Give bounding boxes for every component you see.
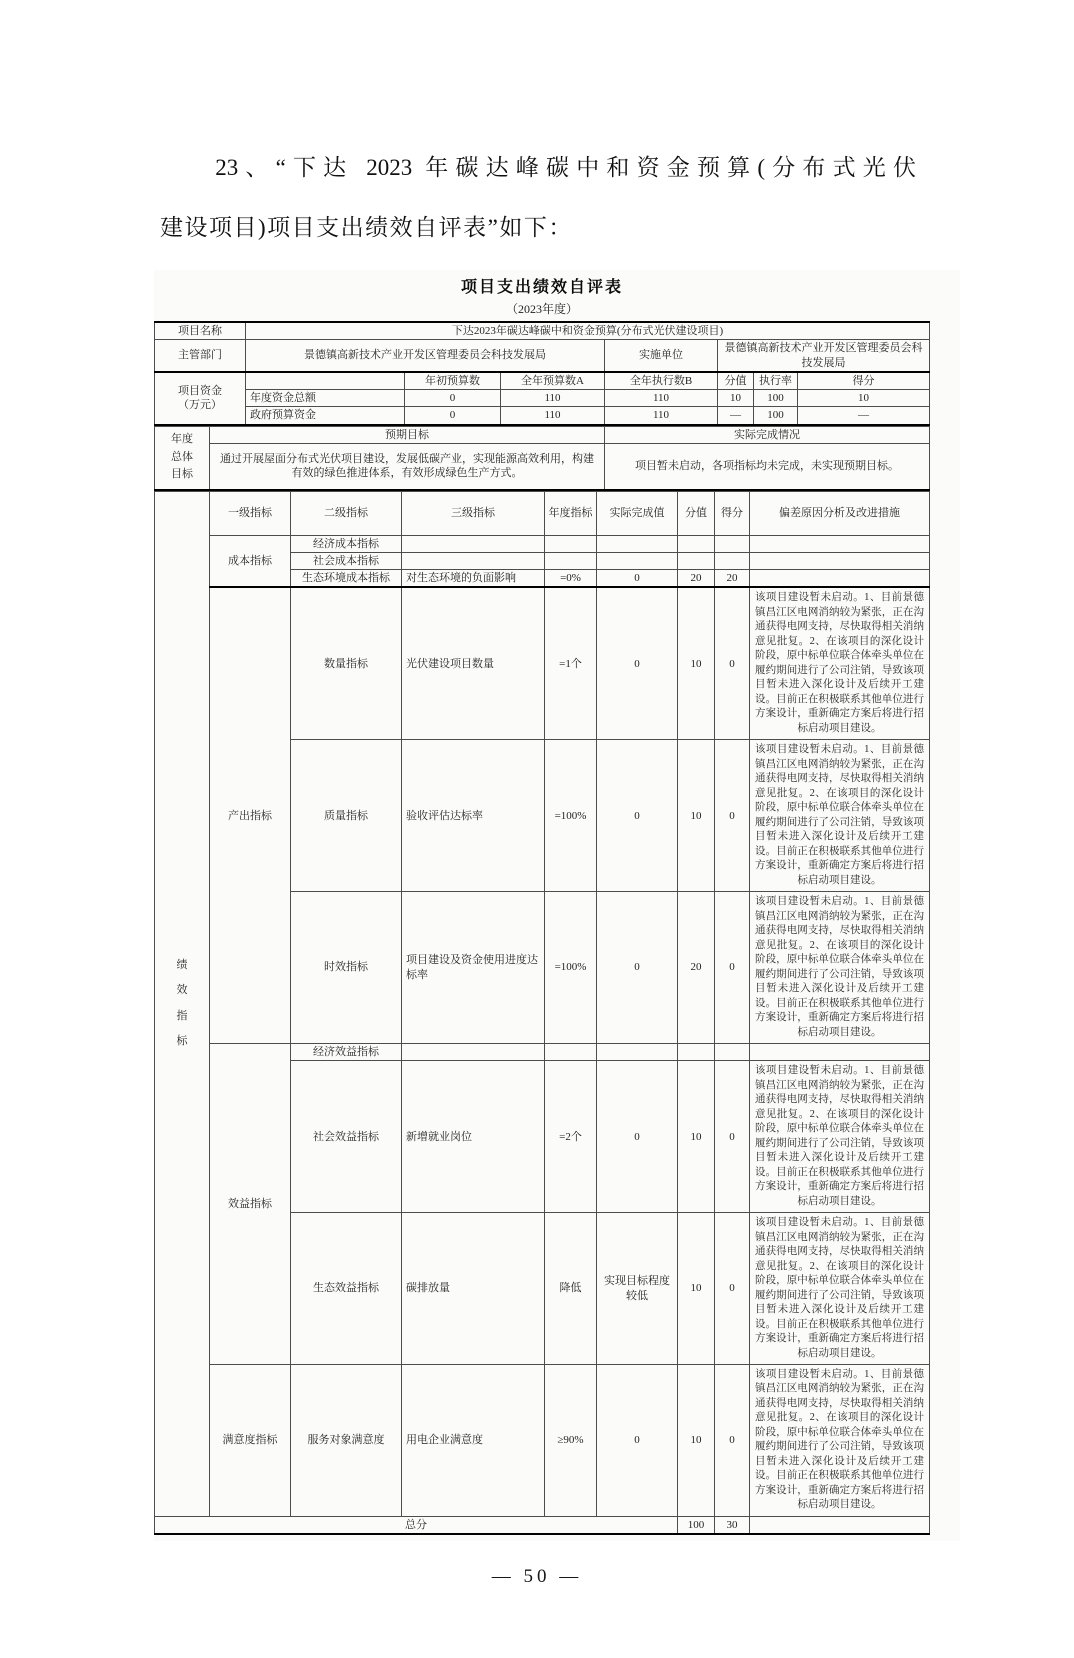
l3-cell: 新增就业岗位: [402, 1061, 545, 1213]
table-row: [155, 322, 930, 340]
group-cost-label: 成本指标: [210, 535, 291, 587]
actual-completion-header: 实际完成情况: [605, 426, 930, 443]
col-header-score: 得分: [715, 491, 750, 535]
expected-goal-header: 预期目标: [210, 426, 605, 443]
annual-goal-label-text: 年度总体目标: [171, 433, 193, 481]
col-header-actual: 实际完成值: [597, 491, 678, 535]
l3-cell: [402, 1044, 545, 1061]
funds-label: [155, 372, 246, 425]
actual-cell: [597, 535, 678, 552]
target-cell: [545, 552, 597, 569]
target-cell: 降低: [545, 1213, 597, 1365]
funds-col-initial: 年初预算数: [405, 372, 501, 390]
fund-score: —: [798, 407, 930, 425]
total-score: 30: [715, 1516, 750, 1534]
l2-cell: 社会效益指标: [291, 1061, 402, 1213]
fund-initial: 0: [405, 390, 501, 407]
funds-col-score-max: 分值: [718, 372, 754, 390]
col-header-l2: 二级指标: [291, 491, 402, 535]
actual-cell: [597, 1044, 678, 1061]
l2-cell: 经济效益指标: [291, 1044, 402, 1061]
heading-line-1: 23、“下达 2023 年碳达峰碳中和资金预算(分布式光伏: [215, 155, 916, 180]
l2-cell: 经济成本指标: [291, 535, 402, 552]
col-header-l1: 一级指标: [210, 491, 291, 535]
actual-cell: 0: [597, 1061, 678, 1213]
l2-cell: 时效指标: [291, 892, 402, 1044]
actual-completion-text: 项目暂未启动，各项指标均未完成，未实现预期目标。: [605, 444, 930, 490]
page-heading: [160, 138, 916, 258]
fund-initial: 0: [405, 407, 501, 425]
total-label: 总分: [155, 1516, 678, 1534]
table-title: 项目支出绩效自评表: [460, 279, 623, 296]
fund-score: 10: [798, 390, 930, 407]
group-satisfaction-label: 满意度指标: [210, 1364, 291, 1516]
score-max-cell: [678, 535, 715, 552]
annual-goal-table: [154, 426, 930, 491]
score-max-cell: 20: [678, 892, 715, 1044]
group-benefit-label: 效益指标: [210, 1044, 291, 1365]
col-header-deviation: 偏差原因分析及改进措施: [750, 491, 930, 535]
target-cell: ≥90%: [545, 1364, 597, 1516]
indicator-row: [155, 1044, 930, 1061]
indicator-row: [155, 587, 930, 739]
funds-col-rate: 执行率: [754, 372, 798, 390]
target-cell: =100%: [545, 892, 597, 1044]
col-header-score-max: 分值: [678, 491, 715, 535]
funds-col-score: 得分: [798, 372, 930, 390]
l3-cell: [402, 552, 545, 569]
target-cell: =100%: [545, 740, 597, 892]
evaluation-table-block: [154, 270, 960, 1541]
score-cell: [715, 552, 750, 569]
score-cell: 0: [715, 740, 750, 892]
project-name-label: 项目名称: [155, 322, 246, 340]
remediation-cell: 该项目建设暂未启动。1、目前景德镇昌江区电网消纳较为紧张，正在沟通获得电网支持，尽快取得相关消纳意见批复。2、在该项目的深化设计阶段，原中标单位联合体牵头单位在履约期间进行了公司注销，导致该项目暂未进入深化设计及后续开工建设。目前正在积极联系其他单位进行方案设计，重新确定方案后将进行招标启动项目建设。: [750, 740, 930, 892]
indicators-table: [154, 491, 930, 1536]
l2-cell: 质量指标: [291, 740, 402, 892]
fund-budget: 110: [501, 390, 605, 407]
actual-cell: 0: [597, 1364, 678, 1516]
info-funds-table: [154, 321, 930, 426]
remediation-cell: 该项目建设暂未启动。1、目前景德镇昌江区电网消纳较为紧张，正在沟通获得电网支持，尽快取得相关消纳意见批复。2、在该项目的深化设计阶段，原中标单位联合体牵头单位在履约期间进行了公司注销，导致该项目暂未进入深化设计及后续开工建设。目前正在积极联系其他单位进行方案设计，重新确定方案后将进行招标启动项目建设。: [750, 587, 930, 739]
fund-executed: 110: [605, 407, 718, 425]
remediation-cell: [750, 535, 930, 552]
score-cell: 0: [715, 1364, 750, 1516]
score-cell: 0: [715, 892, 750, 1044]
funds-row-total: [155, 390, 930, 407]
fund-score-max: —: [718, 407, 754, 425]
total-remediation-empty: [750, 1516, 930, 1534]
l3-cell: 碳排放量: [402, 1213, 545, 1365]
score-cell: 0: [715, 587, 750, 739]
target-cell: =0%: [545, 570, 597, 588]
fund-rate: 100: [754, 407, 798, 425]
score-max-cell: 10: [678, 587, 715, 739]
actual-cell: 0: [597, 570, 678, 588]
table-row: [155, 340, 930, 372]
page-number: — 50 —: [491, 1566, 583, 1587]
fund-rate: 100: [754, 390, 798, 407]
score-max-cell: [678, 1044, 715, 1061]
score-max-cell: 10: [678, 1061, 715, 1213]
impl-unit-label: 实施单位: [605, 340, 718, 372]
actual-cell: 0: [597, 892, 678, 1044]
score-cell: 0: [715, 1213, 750, 1365]
fund-executed: 110: [605, 390, 718, 407]
actual-cell: 0: [597, 740, 678, 892]
l3-cell: 光伏建设项目数量: [402, 587, 545, 739]
annual-goal-label: [155, 426, 210, 489]
score-max-cell: 10: [678, 1213, 715, 1365]
dept-value: 景德镇高新技术产业开发区管理委员会科技发展局: [246, 340, 605, 372]
l3-cell: 对生态环境的负面影响: [402, 570, 545, 588]
col-header-target: 年度指标: [545, 491, 597, 535]
target-cell: [545, 535, 597, 552]
funds-label-line1: 项目资金: [178, 385, 222, 398]
score-max-cell: 20: [678, 570, 715, 588]
score-max-cell: [678, 552, 715, 569]
dept-label: 主管部门: [155, 340, 246, 372]
project-name-value: 下达2023年碳达峰碳中和资金预算(分布式光伏建设项目): [246, 322, 930, 340]
expected-goal-text: 通过开展屋面分布式光伏项目建设，发展低碳产业，实现能源高效利用，构建有效的绿色推进体系，有效形成绿色生产方式。: [210, 444, 605, 490]
funds-col-budget: 全年预算数A: [501, 372, 605, 390]
impl-unit-value: 景德镇高新技术产业开发区管理委员会科技发展局: [718, 340, 930, 372]
l3-cell: 项目建设及资金使用进度达标率: [402, 892, 545, 1044]
remediation-cell: 该项目建设暂未启动。1、目前景德镇昌江区电网消纳较为紧张，正在沟通获得电网支持，尽快取得相关消纳意见批复。2、在该项目的深化设计阶段，原中标单位联合体牵头单位在履约期间进行了公司注销，导致该项目暂未进入深化设计及后续开工建设。目前正在积极联系其他单位进行方案设计，重新确定方案后将进行招标启动项目建设。: [750, 1364, 930, 1516]
fund-score-max: 10: [718, 390, 754, 407]
l3-cell: [402, 535, 545, 552]
total-score-max: 100: [678, 1516, 715, 1534]
score-cell: 0: [715, 1061, 750, 1213]
score-cell: 20: [715, 570, 750, 588]
goal-header-row: [155, 426, 930, 443]
funds-label-line2: （万元）: [178, 399, 222, 412]
table-subtitle: （2023年度）: [505, 302, 578, 316]
l2-cell: 服务对象满意度: [291, 1364, 402, 1516]
actual-cell: 0: [597, 587, 678, 739]
remediation-cell: [750, 570, 930, 588]
l2-cell: 社会成本指标: [291, 552, 402, 569]
remediation-cell: [750, 552, 930, 569]
target-cell: =2个: [545, 1061, 597, 1213]
indicator-header-row: [155, 491, 930, 535]
goal-content-row: [155, 444, 930, 490]
fund-row-name: 政府预算资金: [246, 407, 405, 425]
l3-cell: 验收评估达标率: [402, 740, 545, 892]
funds-header-row: [155, 372, 930, 390]
target-cell: =1个: [545, 587, 597, 739]
l3-cell: 用电企业满意度: [402, 1364, 545, 1516]
score-cell: [715, 535, 750, 552]
remediation-cell: 该项目建设暂未启动。1、目前景德镇昌江区电网消纳较为紧张，正在沟通获得电网支持，尽快取得相关消纳意见批复。2、在该项目的深化设计阶段，原中标单位联合体牵头单位在履约期间进行了公司注销，导致该项目暂未进入深化设计及后续开工建设。目前正在积极联系其他单位进行方案设计，重新确定方案后将进行招标启动项目建设。: [750, 1061, 930, 1213]
indicator-row: [155, 535, 930, 552]
funds-empty-header: [246, 372, 405, 390]
remediation-cell: 该项目建设暂未启动。1、目前景德镇昌江区电网消纳较为紧张，正在沟通获得电网支持，尽快取得相关消纳意见批复。2、在该项目的深化设计阶段，原中标单位联合体牵头单位在履约期间进行了公司注销，导致该项目暂未进入深化设计及后续开工建设。目前正在积极联系其他单位进行方案设计，重新确定方案后将进行招标启动项目建设。: [750, 892, 930, 1044]
score-cell: [715, 1044, 750, 1061]
actual-cell: [597, 552, 678, 569]
performance-indicator-side-label: [155, 491, 210, 1516]
target-cell: [545, 1044, 597, 1061]
score-max-cell: 10: [678, 740, 715, 892]
heading-line-2: 建设项目)项目支出绩效自评表”如下：: [160, 215, 573, 240]
fund-row-name: 年度资金总额: [246, 390, 405, 407]
col-header-l3: 三级指标: [402, 491, 545, 535]
actual-cell: 实现目标程度较低: [597, 1213, 678, 1365]
indicator-row: [155, 1364, 930, 1516]
l2-cell: 生态效益指标: [291, 1213, 402, 1365]
l2-cell: 数量指标: [291, 587, 402, 739]
total-row: [155, 1516, 930, 1534]
group-output-label: 产出指标: [210, 587, 291, 1043]
score-max-cell: 10: [678, 1364, 715, 1516]
fund-budget: 110: [501, 407, 605, 425]
l2-cell: 生态环境成本指标: [291, 570, 402, 588]
remediation-cell: 该项目建设暂未启动。1、目前景德镇昌江区电网消纳较为紧张，正在沟通获得电网支持，尽快取得相关消纳意见批复。2、在该项目的深化设计阶段，原中标单位联合体牵头单位在履约期间进行了公司注销，导致该项目暂未进入深化设计及后续开工建设。目前正在积极联系其他单位进行方案设计，重新确定方案后将进行招标启动项目建设。: [750, 1213, 930, 1365]
remediation-cell: [750, 1044, 930, 1061]
funds-row-gov: [155, 407, 930, 425]
performance-indicator-side-text: 绩效指标: [176, 959, 188, 1047]
funds-col-executed: 全年执行数B: [605, 372, 718, 390]
